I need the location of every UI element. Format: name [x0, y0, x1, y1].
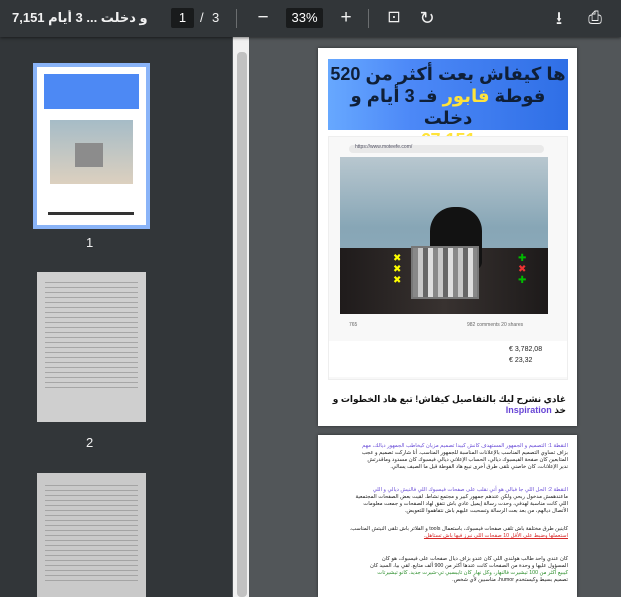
total-pages: 3	[212, 10, 220, 25]
fit-page-icon[interactable]: ⊡	[387, 9, 401, 26]
post-stats: 765 982 comments 20 shares	[349, 322, 524, 328]
page-number-input[interactable]: 1	[171, 8, 194, 28]
post-url: https://www.moteefe.com/	[355, 144, 413, 150]
facebook-post-screenshot	[328, 136, 568, 380]
headline-line-1: ها كيفاش بعت أكثر من 520	[330, 64, 566, 84]
thumbnail-label-1: 1	[86, 235, 94, 250]
pdf-page-1	[318, 48, 577, 426]
toolbar-divider	[236, 9, 237, 28]
thumbnail-label-2: 2	[86, 435, 94, 450]
download-icon[interactable]: ⭳	[555, 8, 563, 28]
blurred-towel	[411, 246, 479, 299]
check-marks: ✚ ✖ ✚	[518, 253, 527, 286]
warning-marks: ✖ ✖ ✖	[393, 253, 402, 286]
document-title: 7,151 و دخلت ... 3 أيام	[12, 10, 148, 25]
page-thumbnail-2[interactable]	[37, 272, 146, 422]
headline-banner	[328, 59, 568, 130]
sidebar-scroll-thumb[interactable]	[237, 52, 247, 597]
pdf-toolbar	[0, 0, 621, 37]
page-caption: غادي نشرح ليك بالتفاصيل كيفاش! تبع هاد الخطوات و خذ Inspiration	[332, 394, 566, 415]
headline-line-2: فوطة فابور فـ 3 أيام و دخلت	[350, 86, 546, 128]
paragraph-3: كاينين طرق مختلفة باش تلقى صفحات فيسبوك، باستعمال tools و الفلاتر باش تلقى النيتش المناسب. استعملها وضبط على الأقل 10 صفحات اللي نبرز فيها باش تستاهل.	[349, 526, 568, 539]
revenue-panel: € 3,782,08 € 23,32	[329, 341, 567, 377]
zoom-input[interactable]: 33%	[286, 8, 323, 28]
plus-icon[interactable]: +	[340, 7, 352, 28]
rotate-icon[interactable]: ↻	[419, 8, 435, 28]
toolbar-divider	[368, 9, 369, 28]
paragraph-2: النقطة 2: الحل اللي جا فبالي هو أني نقلب على صفحات فيسبوك اللي فالنيش ديالي و اللي ماعندهمش مدخول ربحي ولكن عندهم جمهور كبير و مجتمع نشاط. لقيت بعض الصفحات المجتمعية اللي كانت مناسبة لهدفي، وحدت رسالة إيميل عادي باش نتفق لهاد الصفحات و جمعت معلومات الأتصال ديالهم، من بعد بعت الرسالة وتسحبت عليهم باش نتفاهموا للتعويض.	[355, 487, 568, 514]
paragraph-1: النقطة 1: التصميم و الجمهور المستهدف كانش كبيدا تصميم مزيان كيخاطب الجمهور ديالك، مهم بزاف تساوي التصميم المناسب بالإعلانات المناسبة للجمهور المناسب. أنا شاركت تصميم و عجب المتابعين كان صفحة الفيسبوك ديالي، الحساب الإعلاني ديالي فيسبوك كان مسدود وماقدرتش ندير الإعلانات، كان خاصني نلقى طرق أخرى نبيع هاد الفوطة قبل ما الصيف يسالي.	[361, 443, 568, 470]
minus-icon[interactable]: −	[257, 7, 269, 28]
pdf-page-2	[318, 435, 577, 597]
print-icon[interactable]: ⎙	[588, 8, 602, 27]
paragraph-4: كان عندي واحد طالب هولندي اللي كان عندو بزاف ديال صفحات على فيسبوك، هو كان المسؤول عليها و وحدة من الصفحات كانت عندها أكثر من 900 ألف متابع. لقي بيا، السيد كان كيبيع أكثر من 100 تيشيرت فالنهار، وكل نهار كان تايبسبي تي-شيرت جديد. كانو تيشيرتات تصميم بسيط وكيستخدم humor، مناسبين لأي شخص.	[369, 556, 568, 583]
page-thumbnail-3[interactable]	[37, 473, 146, 597]
page-separator: /	[200, 10, 204, 25]
page-thumbnail-1[interactable]	[37, 67, 146, 225]
beach-photo	[340, 157, 548, 314]
